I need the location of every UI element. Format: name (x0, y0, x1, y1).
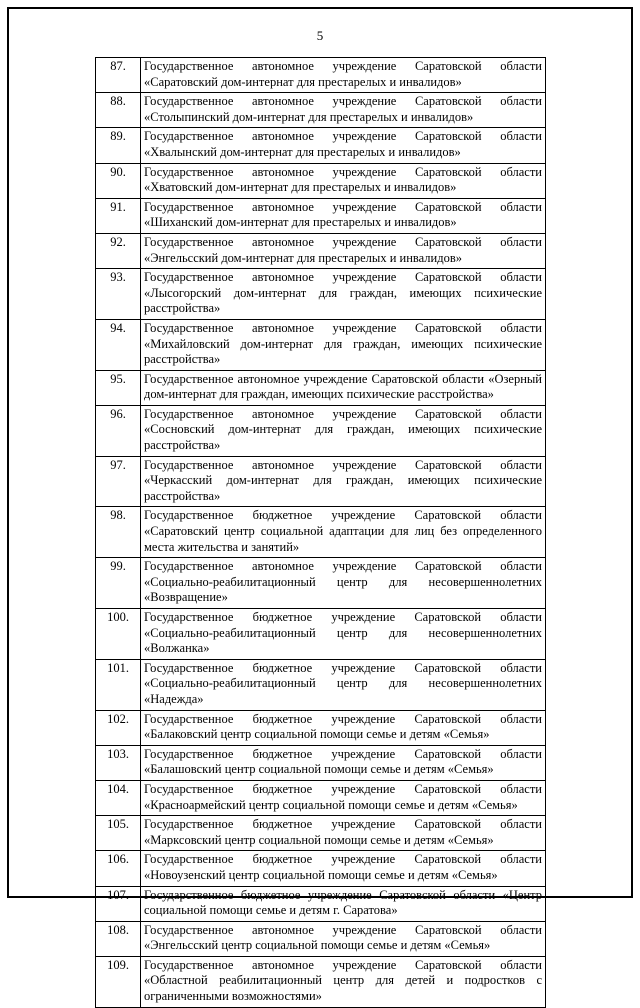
row-text: Государственное бюджетное учреждение Саратовской области «Новоузенский центр социальной помощи семье и детям «Семья» (141, 851, 546, 886)
table-row (96, 507, 546, 558)
table-row (96, 456, 546, 507)
table-row (96, 780, 546, 815)
row-number: 96. (96, 405, 141, 456)
row-text: Государственное автономное учреждение Саратовской области «Саратовский дом-интернат для престарелых и инвалидов» (141, 58, 546, 93)
table-row (96, 851, 546, 886)
row-text: Государственное бюджетное учреждение Саратовской области «Марксовский центр социальной помощи семье и детям «Семья» (141, 816, 546, 851)
page-number: 5 (316, 28, 324, 43)
row-text: Государственное автономное учреждение Саратовской области «Энгельсский центр социальной помощи семье и детям «Семья» (141, 921, 546, 956)
row-number: 107. (96, 886, 141, 921)
table-row (96, 745, 546, 780)
row-number: 97. (96, 456, 141, 507)
institutions-table (95, 57, 546, 1008)
row-text: Государственное автономное учреждение Саратовской области «Лысогорский дом-интернат для граждан, имеющих психические расстройства» (141, 269, 546, 320)
row-number: 88. (96, 93, 141, 128)
row-text: Государственное автономное учреждение Саратовской области «Сосновский дом-интернат для граждан, имеющих психические расстройства» (141, 405, 546, 456)
row-number: 109. (96, 956, 141, 1007)
row-text: Государственное автономное учреждение Саратовской области «Шиханский дом-интернат для престарелых и инвалидов» (141, 198, 546, 233)
row-number: 94. (96, 319, 141, 370)
row-number: 98. (96, 507, 141, 558)
row-text: Государственное бюджетное учреждение Саратовской области «Балашовский центр социальной помощи семье и детям «Семья» (141, 745, 546, 780)
table-row (96, 269, 546, 320)
row-number: 103. (96, 745, 141, 780)
row-number: 95. (96, 370, 141, 405)
row-text: Государственное бюджетное учреждение Саратовской области «Красноармейский центр социальной помощи семье и детям «Семья» (141, 780, 546, 815)
row-text: Государственное автономное учреждение Саратовской области «Озерный дом-интернат для граждан, имеющих психические расстройства» (141, 370, 546, 405)
row-text: Государственное бюджетное учреждение Саратовской области «Социально-реабилитационный центр для несовершеннолетних «Волжанка» (141, 609, 546, 660)
table-body (96, 58, 546, 1008)
row-number: 104. (96, 780, 141, 815)
row-text: Государственное автономное учреждение Саратовской области «Столыпинский дом-интернат для престарелых и инвалидов» (141, 93, 546, 128)
row-number: 91. (96, 198, 141, 233)
row-number: 101. (96, 659, 141, 710)
table-row (96, 93, 546, 128)
row-text: Государственное автономное учреждение Саратовской области «Хватовский дом-интернат для престарелых и инвалидов» (141, 163, 546, 198)
table-row (96, 319, 546, 370)
row-text: Государственное автономное учреждение Саратовской области «Михайловский дом-интернат для граждан, имеющих психические расстройства» (141, 319, 546, 370)
row-number: 100. (96, 609, 141, 660)
table-row (96, 198, 546, 233)
row-text: Государственное автономное учреждение Саратовской области «Энгельсский дом-интернат для престарелых и инвалидов» (141, 233, 546, 268)
table-row (96, 233, 546, 268)
row-text: Государственное бюджетное учреждение Саратовской области «Центр социальной помощи семье и детям г. Саратова» (141, 886, 546, 921)
table-row (96, 609, 546, 660)
row-text: Государственное бюджетное учреждение Саратовской области «Балаковский центр социальной помощи семье и детям «Семья» (141, 710, 546, 745)
table-row (96, 886, 546, 921)
row-text: Государственное автономное учреждение Саратовской области «Социально-реабилитационный центр для несовершеннолетних «Возвращение» (141, 558, 546, 609)
row-number: 90. (96, 163, 141, 198)
row-text: Государственное автономное учреждение Саратовской области «Черкасский дом-интернат для граждан, имеющих психические расстройства» (141, 456, 546, 507)
row-number: 92. (96, 233, 141, 268)
table-row (96, 956, 546, 1007)
row-text: Государственное бюджетное учреждение Саратовской области «Саратовский центр социальной адаптации для лиц без определенного места жительства и занятий» (141, 507, 546, 558)
table-row (96, 128, 546, 163)
table-row (96, 163, 546, 198)
row-number: 99. (96, 558, 141, 609)
row-number: 106. (96, 851, 141, 886)
row-number: 89. (96, 128, 141, 163)
row-text: Государственное автономное учреждение Саратовской области «Областной реабилитационный центр для детей и подростков с ограниченными возможностями» (141, 956, 546, 1007)
table-row (96, 370, 546, 405)
row-number: 105. (96, 816, 141, 851)
table-row (96, 710, 546, 745)
row-number: 102. (96, 710, 141, 745)
row-text: Государственное автономное учреждение Саратовской области «Хвалынский дом-интернат для престарелых и инвалидов» (141, 128, 546, 163)
table-row (96, 558, 546, 609)
row-text: Государственное бюджетное учреждение Саратовской области «Социально-реабилитационный центр для несовершеннолетних «Надежда» (141, 659, 546, 710)
table-row (96, 58, 546, 93)
table-row (96, 659, 546, 710)
row-number: 93. (96, 269, 141, 320)
row-number: 108. (96, 921, 141, 956)
table-row (96, 921, 546, 956)
row-number: 87. (96, 58, 141, 93)
table-row (96, 405, 546, 456)
table-row (96, 816, 546, 851)
